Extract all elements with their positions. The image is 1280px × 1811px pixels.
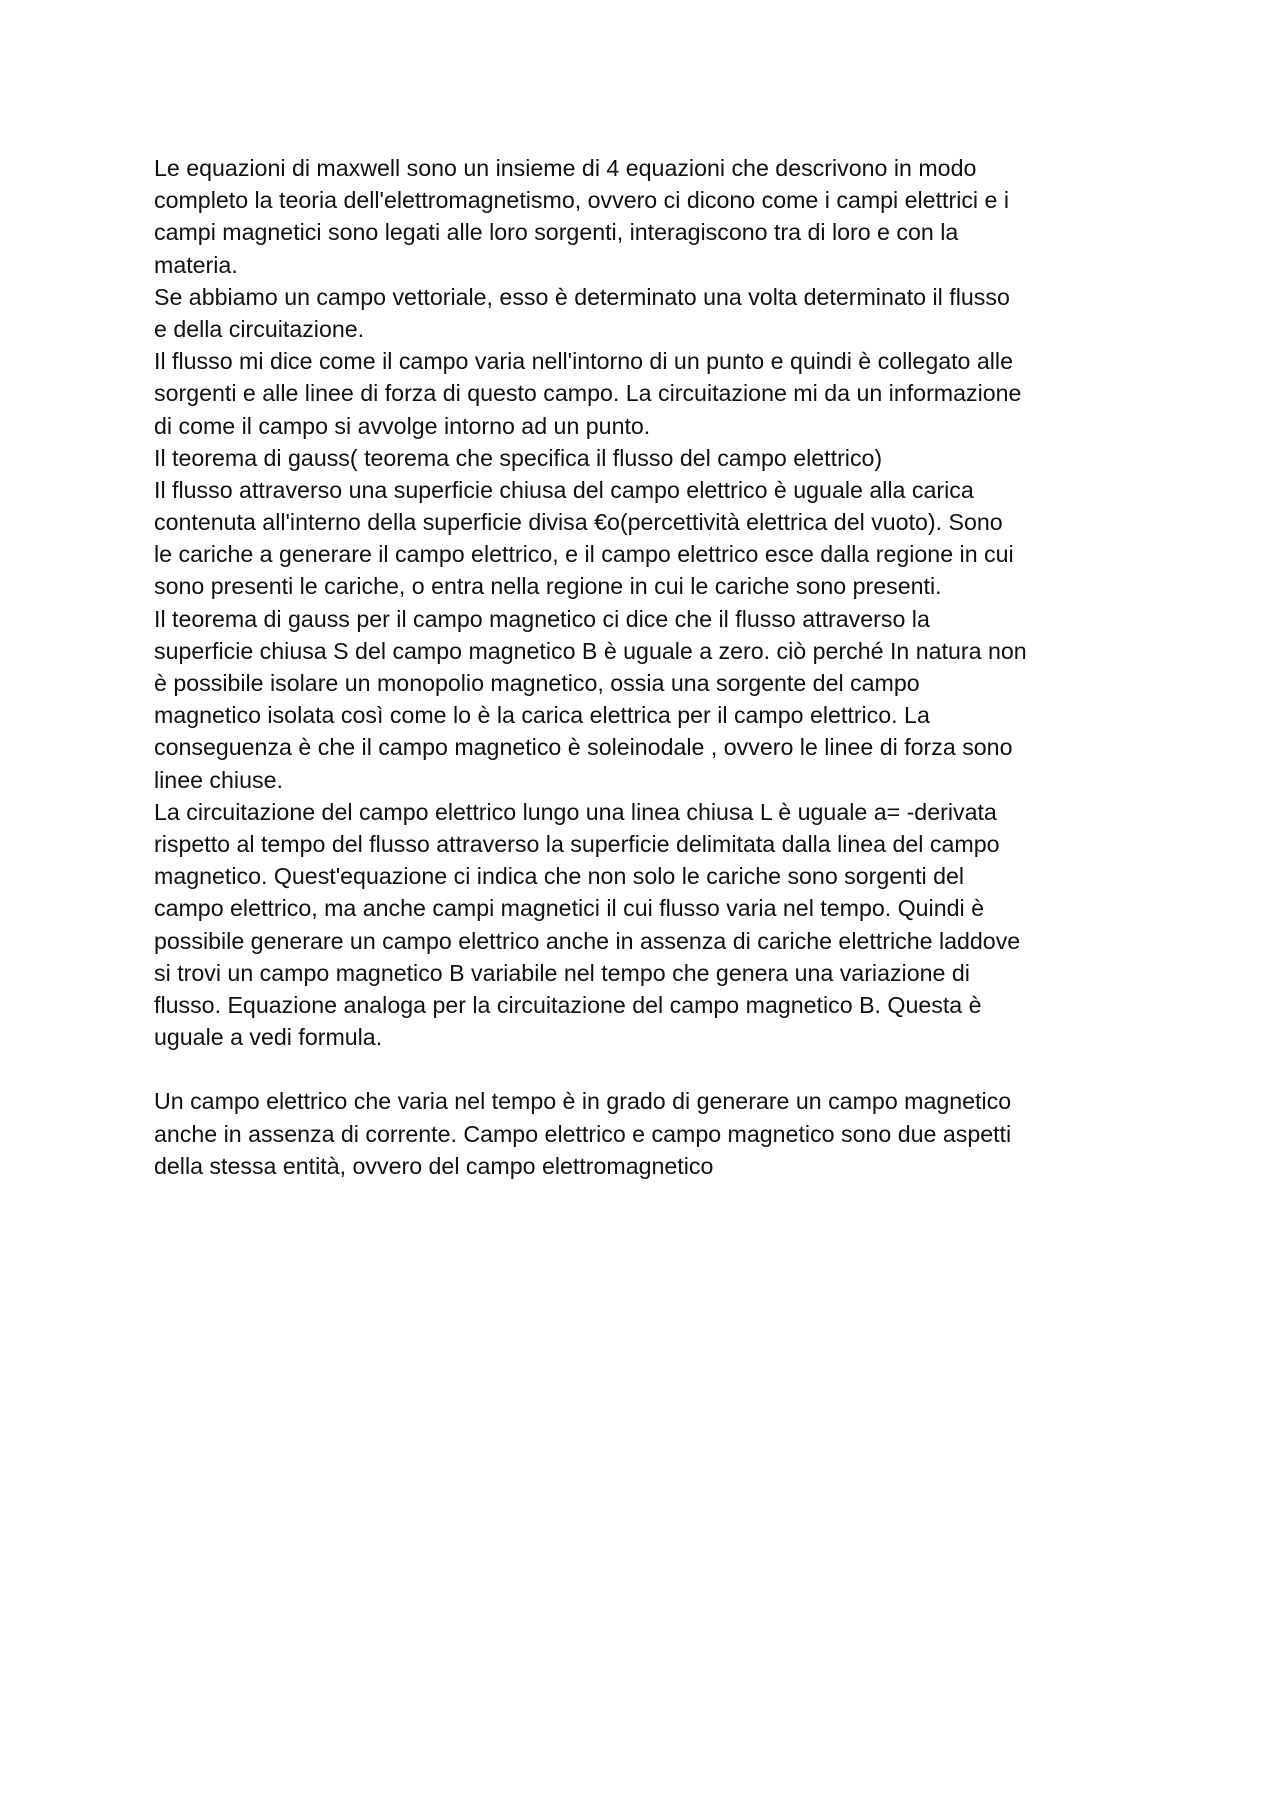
- text-line: magnetico isolata così come lo è la carica elettrica per il campo elettrico. La: [154, 702, 930, 729]
- text-line: campi magnetici sono legati alle loro sorgenti, interagiscono tra di loro e con la: [154, 219, 959, 246]
- text-line: Un campo elettrico che varia nel tempo è in grado di generare un campo magnetico: [154, 1088, 1012, 1115]
- text-line: sorgenti e alle linee di forza di questo campo. La circuitazione mi da un informazione: [154, 380, 1022, 407]
- text-line: e della circuitazione.: [154, 315, 365, 342]
- text-line: Se abbiamo un campo vettoriale, esso è determinato una volta determinato il flusso: [154, 283, 1010, 310]
- text-line: di come il campo si avvolge intorno ad un punto.: [154, 412, 651, 439]
- text-line: le cariche a generare il campo elettrico, e il campo elettrico esce dalla regione in cui: [154, 541, 1014, 568]
- text-line: rispetto al tempo del flusso attraverso la superficie delimitata dalla linea del campo: [154, 830, 1000, 857]
- text-line: superficie chiusa S del campo magnetico B è uguale a zero. ciò perché In natura non: [154, 637, 1027, 664]
- text-line: possibile generare un campo elettrico anche in assenza di cariche elettriche laddove: [154, 927, 1021, 954]
- text-line: magnetico. Quest'equazione ci indica che non solo le cariche sono sorgenti del: [154, 863, 965, 890]
- text-line: sono presenti le cariche, o entra nella regione in cui le cariche sono presenti.: [154, 573, 942, 600]
- text-line: Il teorema di gauss per il campo magnetico ci dice che il flusso attraverso la: [154, 605, 930, 632]
- text-line: Il teorema di gauss( teorema che specifica il flusso del campo elettrico): [154, 444, 883, 471]
- text-line: Il flusso mi dice come il campo varia nell'intorno di un punto e quindi è collegato alle: [154, 348, 1013, 375]
- text-line: linee chiuse.: [154, 766, 283, 793]
- text-line: conseguenza è che il campo magnetico è soleinodale , ovvero le linee di forza sono: [154, 734, 1013, 761]
- text-line: Le equazioni di maxwell sono un insieme di 4 equazioni che descrivono in modo: [154, 155, 977, 181]
- text-line: completo la teoria dell'elettromagnetismo, ovvero ci dicono come i campi elettrici e i: [154, 187, 1010, 214]
- text-line: uguale a vedi formula.: [154, 1024, 383, 1051]
- text-line: anche in assenza di corrente. Campo elettrico e campo magnetico sono due aspetti: [154, 1120, 1012, 1147]
- text-line: è possibile isolare un monopolio magnetico, ossia una sorgente del campo: [154, 670, 920, 696]
- text-block-1: [154, 152, 1134, 1053]
- text-line: materia.: [154, 251, 238, 278]
- text-line: si trovi un campo magnetico B variabile nel tempo che genera una variazione di: [154, 959, 970, 986]
- text-block-2: [154, 1085, 1134, 1182]
- text-line: La circuitazione del campo elettrico lungo una linea chiusa L è uguale a= -derivata: [154, 798, 997, 825]
- text-line: Il flusso attraverso una superficie chiusa del campo elettrico è uguale alla carica: [154, 476, 974, 503]
- text-line: campo elettrico, ma anche campi magnetici il cui flusso varia nel tempo. Quindi è: [154, 895, 984, 922]
- document-body: [154, 152, 1134, 1182]
- text-line: flusso. Equazione analoga per la circuitazione del campo magnetico B. Questa è: [154, 991, 982, 1018]
- text-line: contenuta all'interno della superficie divisa €o(percettività elettrica del vuoto). Sono: [154, 509, 1003, 536]
- paragraph-gap: [154, 1053, 1134, 1085]
- text-line: della stessa entità, ovvero del campo elettromagnetico: [154, 1152, 714, 1179]
